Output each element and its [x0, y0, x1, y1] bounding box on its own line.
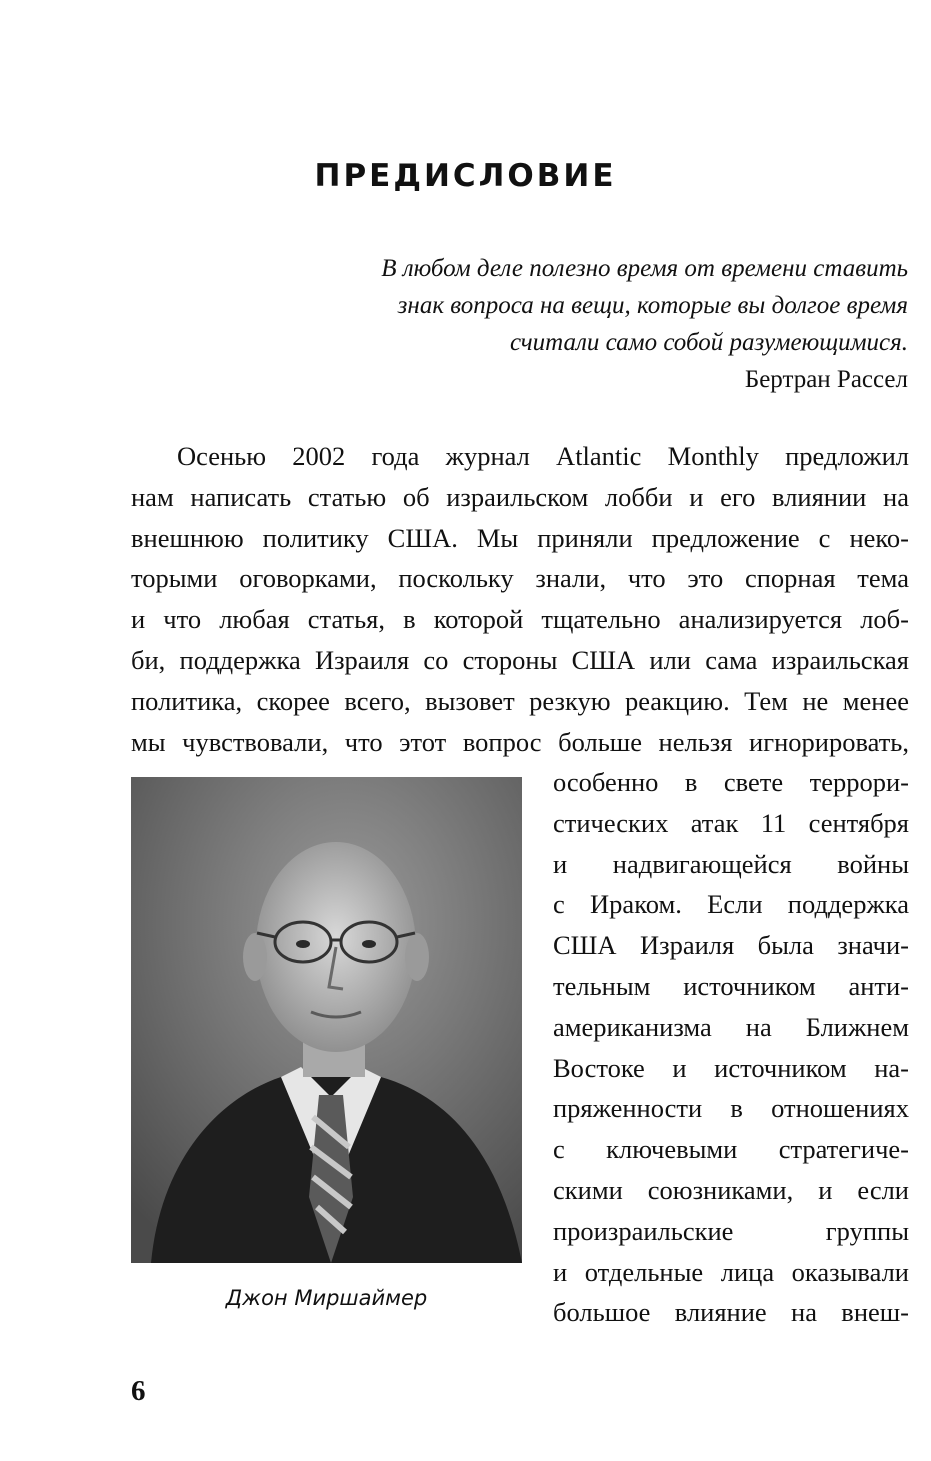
- text-line: американизма на Ближнем: [553, 1011, 909, 1042]
- epigraph-author: Бертран Рассел: [744, 366, 908, 393]
- text-line: США Израиля была значи-: [553, 930, 909, 961]
- epigraph-line: знак вопроса на вещи, которые вы долгое время: [397, 292, 908, 319]
- author-photo: [131, 777, 522, 1263]
- text-line: пряженности в отношениях: [553, 1093, 909, 1124]
- body-paragraph: [131, 436, 909, 762]
- text-line: би, поддержка Израиля со стороны США или сама израильская: [131, 644, 909, 675]
- text-line: внешнюю политику США. Мы приняли предложение с неко-: [131, 522, 909, 553]
- text-line: политика, скорее всего, вызовет резкую реакцию. Тем не менее: [131, 685, 909, 716]
- body-paragraph-continued: [553, 762, 909, 1333]
- text-line: Осенью 2002 года журнал Atlantic Monthly предложил: [177, 441, 909, 471]
- text-line: и отдельные лица оказывали: [553, 1256, 909, 1287]
- text-line: с Ираком. Если поддержка: [553, 889, 909, 920]
- chapter-title: ПРЕДИСЛОВИЕ: [314, 158, 617, 194]
- text-line: тельным источником анти-: [553, 970, 909, 1001]
- page-number: 6: [131, 1375, 146, 1407]
- text-line: произраильские группы: [553, 1215, 909, 1246]
- text-line: стических атак 11 сентября: [553, 807, 909, 838]
- text-line: скими союзниками, и если: [553, 1174, 909, 1205]
- text-line: нам написать статью об израильском лобби и его влиянии на: [131, 481, 909, 512]
- text-line: мы чувствовали, что этот вопрос больше нельзя игнорировать,: [131, 726, 909, 757]
- epigraph-line: считали само собой разумеющимися.: [509, 329, 908, 356]
- text-line: большое влияние на внеш-: [553, 1297, 909, 1328]
- epigraph: [268, 250, 908, 398]
- text-line: Востоке и источником на-: [553, 1052, 909, 1083]
- text-line: с ключевыми стратегиче-: [553, 1134, 909, 1165]
- text-line: и надвигающейся войны: [553, 848, 909, 879]
- text-line: особенно в свете террори-: [553, 767, 909, 797]
- portrait-illustration: [131, 777, 522, 1263]
- epigraph-line: В любом деле полезно время от времени ставить: [381, 255, 908, 282]
- text-line: торыми оговорками, поскольку знали, что это спорная тема: [131, 563, 909, 594]
- photo-caption: Джон Миршаймер: [225, 1286, 428, 1310]
- text-line: и что любая статья, в которой тщательно анализируется лоб-: [131, 604, 909, 635]
